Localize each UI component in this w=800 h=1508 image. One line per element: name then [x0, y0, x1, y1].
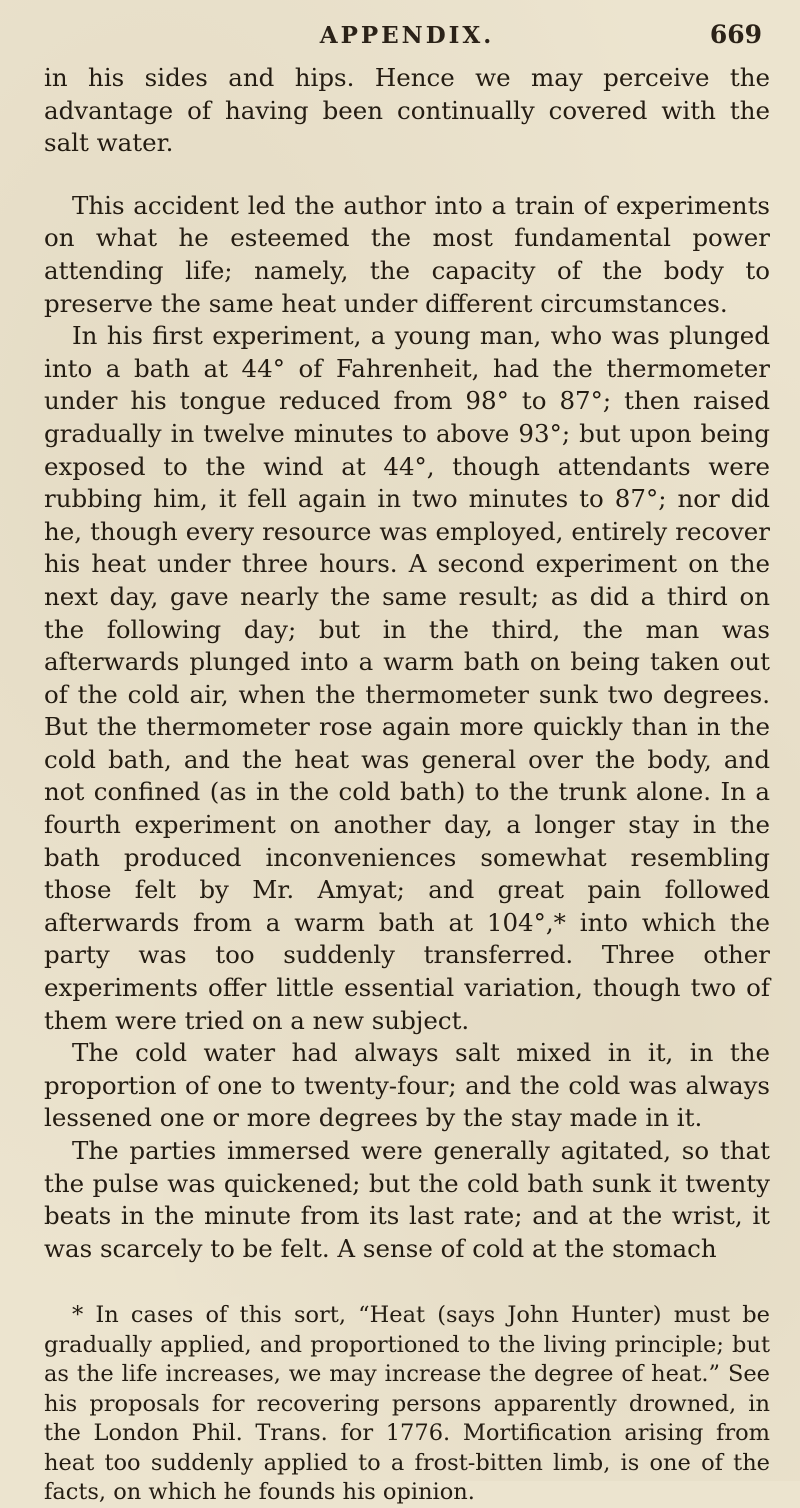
- paragraph: This accident led the author into a train of experiments on what he esteemed the most fundamental power attending life; namely, the capacity of the body to preserve the same heat under different circumstances.: [44, 190, 770, 318]
- page-number: 669: [709, 20, 762, 49]
- paragraph-continued: in his sides and hips. Hence we may perceive the advantage of having been continually covered with the salt water.: [44, 63, 770, 158]
- paragraph: The cold water had always salt mixed in it, in the proportion of one to twenty-four; and the cold was always lessened one or more degrees by the stay made in it.: [44, 1038, 770, 1133]
- footnote: * In cases of this sort, “Heat (says John Hunter) must be gradually applied, and proportioned to the living principle; but as the life increases, we may increase the degree of heat.” See his proposals for recovering persons apparently drowned, in the London Phil. Trans. for 1776. Mortification arising from heat too suddenly applied to a frost-bitten limb, is one of the facts, on which he founds his opinion.: [44, 1302, 770, 1506]
- paragraph: In his first experiment, a young man, who was plunged into a bath at 44° of Fahrenheit, had the thermometer under his tongue reduced from 98° to 87°; then raised gradually in twelve minutes to above 93°; but upon being exposed to the wind at 44°, though attendants were rubbing him, it fell again in two minutes to 87°; nor did he, though every resource was employed, entirely recover his heat under three hours. A second experiment on the next day, gave nearly the same result; as did a third on the following day; but in the third, the man was afterwards plunged into a warm bath on being taken out of the cold air, when the thermometer sunk two degrees. But the thermometer rose again more quickly than in the cold bath, and the heat was general over the body, and not confined (as in the cold bath) to the trunk alone. In a fourth experiment on another day, a longer stay in the bath produced inconveniences somewhat resembling those felt by Mr. Amyat; and great pain followed afterwards from a warm bath at 104°,* into which the party was too suddenly transferred. Three other experiments offer little essential variation, though two of them were tried on a new subject.: [44, 321, 770, 1035]
- running-head: APPENDIX.: [319, 22, 495, 49]
- page-header: [44, 12, 770, 56]
- paragraph: The parties immersed were generally agitated, so that the pulse was quickened; but the cold bath sunk it twenty beats in the minute from its last rate; and at the wrist, it was scarcely to be felt. A sense of cold at the stomach: [44, 1136, 770, 1263]
- body-text: [44, 62, 770, 1265]
